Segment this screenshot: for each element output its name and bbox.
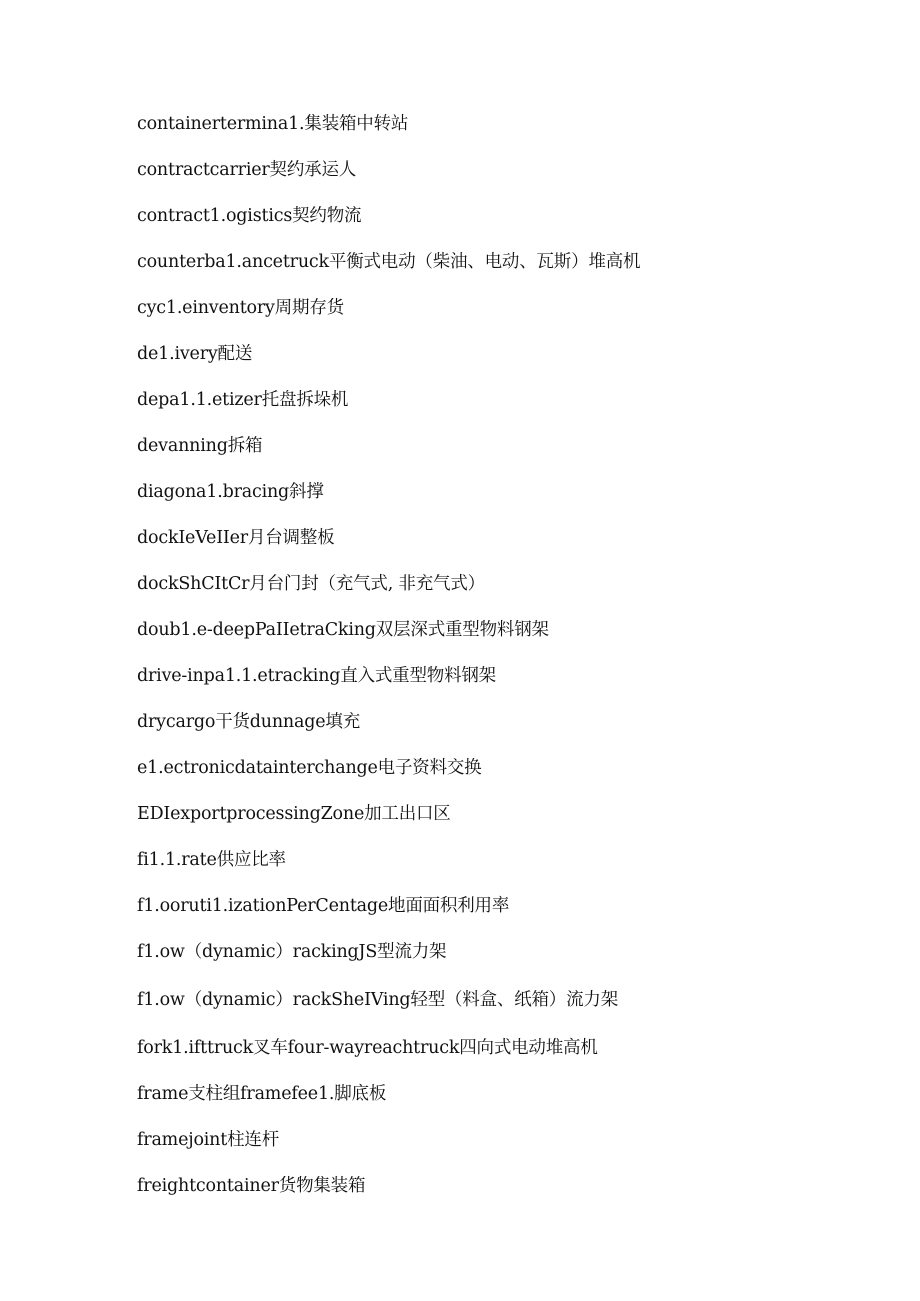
glossary-entry: contractcarrier契约承运人 — [137, 160, 357, 180]
glossary-entry: e1.ectronicdatainterchange电子资料交换 — [137, 758, 482, 778]
glossary-entry: drive-inpa1.1.etracking直入式重型物料钢架 — [137, 666, 496, 686]
glossary-entry: doub1.e-deepPaIIetraCking双层深式重型物料钢架 — [137, 620, 549, 640]
glossary-entry: cyc1.einventory周期存货 — [137, 298, 344, 318]
glossary-entry: dockIeVeIIer月台调整板 — [137, 528, 335, 548]
glossary-entry: EDIexportprocessingZone加工出口区 — [137, 804, 451, 824]
glossary-entry: fi1.1.rate供应比率 — [137, 850, 286, 870]
glossary-entry: diagona1.bracing斜撑 — [137, 482, 324, 502]
glossary-entry: f1.ow（dynamic）rackSheIVing轻型（料盒、纸箱）流力架 — [137, 990, 619, 1010]
glossary-entry: counterba1.ancetruck平衡式电动（柴油、电动、瓦斯）堆高机 — [137, 252, 641, 272]
glossary-entry: frame支柱组framefee1.脚底板 — [137, 1084, 387, 1104]
glossary-entry: f1.ooruti1.izationPerCentage地面面积利用率 — [137, 896, 510, 916]
glossary-entry: freightcontainer货物集装箱 — [137, 1176, 366, 1196]
glossary-entry: containertermina1.集装箱中转站 — [137, 114, 409, 134]
glossary-entry: framejoint柱连杆 — [137, 1130, 279, 1150]
glossary-entry: de1.ivery配送 — [137, 344, 253, 364]
glossary-entry: depa1.1.etizer托盘拆垛机 — [137, 390, 349, 410]
glossary-list — [137, 112, 877, 1220]
glossary-entry: devanning拆箱 — [137, 436, 263, 456]
glossary-entry: fork1.ifttruck叉车four-wayreachtruck四向式电动堆高机 — [137, 1038, 598, 1058]
glossary-entry: dockShCItCr月台门封（充气式, 非充气式） — [137, 574, 485, 594]
glossary-entry: drycargo干货dunnage填充 — [137, 712, 360, 732]
glossary-entry: f1.ow（dynamic）rackingJS型流力架 — [137, 942, 447, 962]
glossary-entry: contract1.ogistics契约物流 — [137, 206, 362, 226]
